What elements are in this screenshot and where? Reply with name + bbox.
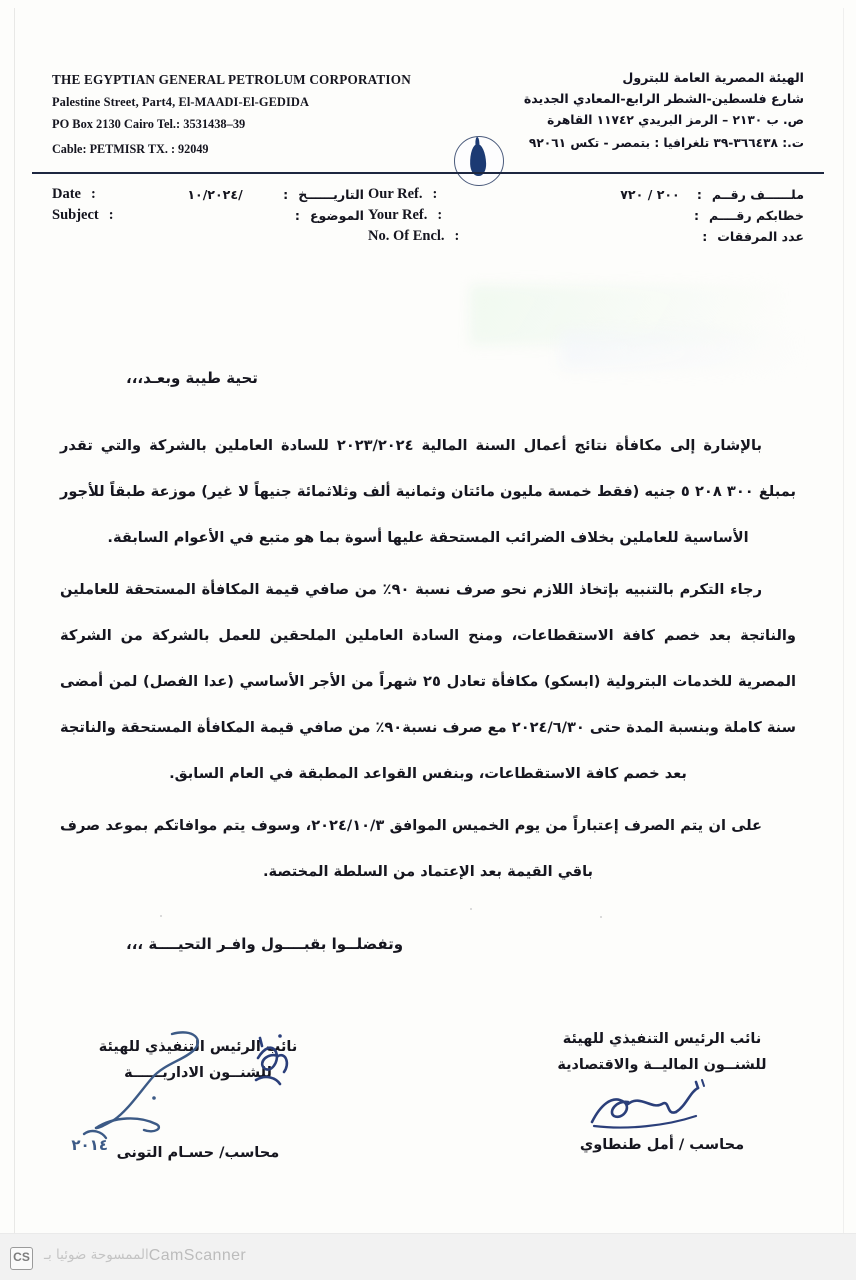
ref-labels-en-left [52,184,172,226]
org-address-en: Palestine Street, Part4, El-MAADI-El-GEDIDA [52,95,310,109]
body-paragraph-2: رجاء التكرم بالتنبيه بإتخاذ اللازم نحو صرف نسبة ٩٠٪ من صافي قيمة المكافأة المستحقة للعاملين والناتجة بعد خصم كافة الاستقطاعات، ومنح السادة العاملين الملحقين للعمل بالشركة من الشركة المصرية للخدمات البترولية (ابسكو) مكافأة تعادل ٢٥ شهراً من الأجر الأساسي (عدا الفصل) لمن أمضى سنة كاملة وبنسبة المدة حتى ٢٠٢٤/٦/٣٠ مع صرف نسبة٩٠٪ من صافي قيمة المكافأة المستحقة والناتجة بعد خصم كافة الاستقطاعات، وبنفس القواعد المطبقة في العام السابق. [60,581,796,782]
signature-title-line-1: نائب الرئيس التنفيذي للهيئة [98,1039,298,1055]
camscanner-arabic-note: الممسوحة ضوئيا بـ [44,1247,149,1263]
signature-name: محاسب/ حسـام التونى [116,1144,280,1161]
letterhead [0,62,856,167]
body-paragraph-1: بالإشارة إلى مكافأة نتائج أعمال السنة المالية ٢٠٢٣/٢٠٢٤ للسادة العاملين بالشركة والتي تقدر بمبلغ ٣٠٠ ٢٠٨ ٥ جنيه (فقط خمسة مليون مائتان وثمانية ألف وثلاثمائة جنيهاً لا غير) موزعة طبقاً للأجور الأساسية للعاملين بخلاف الضرائب المستحقة عليها أسوة بما هو متبع في الأعوام السابقة. [60,437,796,546]
ref-values-left [160,184,270,226]
our-ref-colon-ar: : [696,187,702,202]
date-value[interactable]: /١٠/٢٠٢٤ [187,187,243,202]
date-label-ar: التاريــــــخ [298,187,364,202]
date-colon-ar: : [283,187,289,202]
ref-labels-ar-right [693,184,804,247]
subject-value[interactable] [160,205,270,226]
your-ref-label-ar: خطابكم رقــــم [709,208,804,223]
date-colon: : [91,186,96,202]
org-name-ar: الهيئة المصرية العامة للبترول [622,70,804,85]
signature-block-finance [512,1026,812,1153]
subject-colon-ar: : [294,208,300,223]
scan-speck [470,908,472,910]
subject-colon: : [108,207,114,223]
signature-name: محاسب / أمل طنطاوي [579,1136,745,1153]
encl-label-ar: عدد المرفقات [717,229,804,244]
body-paragraph-3: على ان يتم الصرف إعتباراً من يوم الخميس الموافق ٢٠٢٤/١٠/٣، وسوف يتم موافاتكم بموعد صرف باقي القيمة بعد الإعتماد من السلطة المختصة. [60,817,762,880]
subject-label-en: Subject [52,207,99,223]
header-divider-rule [32,172,824,174]
scan-speck [600,916,602,918]
signature-title-line-2: للشنــون الماليــة والاقتصادية [557,1057,767,1073]
org-address-ar: شارع فلسطين-الشطر الرابع-المعادي الجديدة [523,91,804,106]
your-ref-colon-ar: : [693,208,700,223]
date-label-en: Date [52,186,81,202]
letterhead-english [52,72,452,157]
scan-artifact-blotch [470,285,780,345]
our-ref-label-ar: ملــــــف رقــم [711,187,804,202]
ref-labels-en-right [368,184,503,247]
signature-ink-area [512,1078,812,1136]
encl-label-en: No. Of Encl. [368,228,445,244]
letterhead-arabic [474,70,804,150]
greeting-line: تحية طيبة وبعـد،،، [126,369,258,387]
subject-label-ar: الموضوع [309,208,364,223]
camscanner-brand: CamScanner [148,1247,247,1264]
signature-ink-date: ٢٠١٤ [71,1136,108,1154]
encl-colon: : [454,228,460,244]
camscanner-logo-icon: CS [10,1247,33,1270]
our-ref-colon: : [432,186,438,202]
encl-colon-ar: : [702,229,708,244]
signature-title-line-2: للشنــون الاداريــــــة [124,1065,272,1081]
encl-value[interactable] [600,226,700,247]
camscanner-watermark-text [40,1247,246,1265]
your-ref-colon: : [437,207,443,223]
org-pobox-ar: ص. ب ٢١٣٠ – الرمز البريدي ١١٧٤٢ القاهرة [547,113,804,127]
reference-fields-block [0,180,856,250]
ref-values-right [600,184,700,247]
scan-speck [160,915,162,917]
letter-body [60,355,796,967]
camscanner-footer [0,1233,856,1280]
your-ref-label-en: Your Ref. [368,207,428,223]
ref-labels-ar-left [272,184,364,226]
closing-line: وتفضلــوا بقبــــول وافـر التحيــــة ،،، [126,935,404,953]
our-ref-label-en: Our Ref. [368,186,423,202]
org-pobox-en: PO Box 2130 Cairo Tel.: 3531438–39 [52,117,246,131]
signature-block-admin [48,1034,348,1161]
handwritten-signature-icon [570,1076,760,1136]
our-ref-value[interactable]: ٢٠٠ / ٧٢٠ [620,187,680,202]
org-cable-en: Cable: PETMISR TX. : 92049 [52,142,209,156]
your-ref-value[interactable] [600,205,700,226]
org-cable-ar: ت.: ٣٦٦٤٣٨-٣٩ تلغرافيا : بتمصر - تكس ٩٢٠٦١ [528,136,804,150]
signature-title-line-1: نائب الرئيس التنفيذي للهيئة [562,1031,762,1047]
org-name-en: THE EGYPTIAN GENERAL PETROLUM CORPORATION [52,72,411,87]
